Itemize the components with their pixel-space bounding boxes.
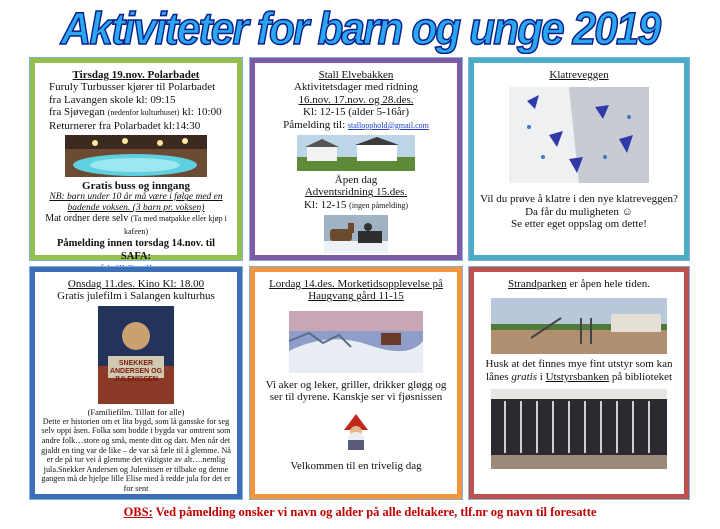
panel-climbing <box>468 57 690 261</box>
bus-line-3: fra Sjøvegan (nedenfor kulturhuset) kl: 10:00 <box>49 106 222 119</box>
advent-riding: Adventsridning 15.des. <box>304 186 408 199</box>
obs-notice: OBS: Ved påmelding onsker vi navn og alder på alle deltakere, tlf.nr og navn til foresatte <box>123 505 597 519</box>
free-bus-text: Gratis buss og inngang <box>82 180 190 193</box>
panel-strandparken <box>468 266 690 500</box>
stall-heading: Stall Elvebakken <box>318 69 394 81</box>
winter-farm-photo <box>289 311 423 373</box>
signup-deadline: Påmelding innen torsdag 14.nov. til SAFA: <box>56 238 216 262</box>
park-photo <box>491 298 667 354</box>
climbing-wall-photo <box>509 87 649 183</box>
polarbadet-heading: Tirsdag 19.nov. Polarbadet <box>72 69 200 81</box>
nb-note: NB: barn under 10 år må være i følge med en badende voksen. (3 barn pr. voksen) <box>49 192 223 213</box>
equipment-text: Husk at det finnes mye fint utstyr som kan lånes gratis i Utstyrsbanken på biblioteket <box>485 358 673 383</box>
card-stall <box>255 63 457 255</box>
bus-line-2: fra Lavangen skole kl: 09:15 <box>49 93 176 106</box>
card-haugvang <box>255 272 457 494</box>
card-polarbadet <box>35 63 237 262</box>
bus-line-1: Furuly Turbusser kjører til Polarbadet <box>49 81 216 94</box>
stall-signup: Påmelding til: stallopphold@gmail.com <box>283 118 429 131</box>
farm-photo <box>297 135 415 171</box>
bus-line-4: Returnerer fra Polarbadet kl:14:30 <box>49 119 201 132</box>
advent-time: Kl: 12-15 (ingen påmelding) <box>303 198 409 211</box>
movie-description: Dette er historien om et lita bygd, som lå gansske for seg selv oppi åsen. Folka som bodde i bygda var omtrent som andre folk…store og små, mente ditt og datt. Men når det gjaldt en ting var de like – de var så fæle til å glemme. Nå er de på tur vei å glemme det viktigste av alt….nemlig jula.Snekker Andersen og Julenissen er tilbake og denne gangen må de hjelpe lille Elise med å redde jula for det er for sent <box>41 416 231 493</box>
climbing-line-2: Da får du muligheten ☺ <box>525 205 633 218</box>
card-cinema <box>35 272 237 494</box>
family-note: (Familiefilm. Tillatt for alle) <box>87 406 185 417</box>
card-strandparken <box>474 272 684 494</box>
gnome-image <box>336 412 376 452</box>
horse-sleigh-photo <box>324 215 388 253</box>
climbing-line-3: Se etter eget oppslag om dette! <box>511 218 647 231</box>
welcome-text: Velkommen til en trivelig dag <box>290 459 422 472</box>
page-title: Aktiviteter for barn og unge 2019 <box>60 3 660 54</box>
pool-photo <box>65 135 207 177</box>
haugvang-description: Vi aker og leker, griller, drikker gløgg og ser til dyrene. Kanskje ser vi fjøsnissen <box>265 378 447 404</box>
movie-poster <box>98 306 174 404</box>
cinema-heading: Onsdag 11.des. Kino Kl: 18.00 <box>67 278 205 290</box>
panel-cinema <box>29 266 243 500</box>
open-day: Åpen dag <box>334 174 378 187</box>
food-note: Mat ordner dere selv (Ta med matpakke eller kjøp i kafeen) <box>45 213 227 236</box>
card-climbing <box>474 63 684 255</box>
climbing-line-1: Vil du prøve å klatre i den nye klatreveggen? <box>480 193 678 206</box>
stall-email-link[interactable]: stallopphold@gmail.com <box>347 120 429 130</box>
stall-dates: 16.nov. 17.nov. og 28.des. <box>298 93 414 106</box>
climbing-heading: Klatreveggen <box>549 69 609 81</box>
stall-time: Kl: 12-15 (alder 5-16år) <box>303 106 409 119</box>
haugvang-heading: Lordag 14.des. Morketidsopplevelse på Haugvang gård 11-15 <box>269 278 443 303</box>
poster-title: SNEKKER ANDERSEN OG JULENISSEN <box>109 359 163 383</box>
equipment-rack-photo <box>491 389 667 469</box>
cinema-line-1: Gratis julefilm i Salangen kulturhus <box>57 290 215 303</box>
panel-polarbadet <box>29 57 243 261</box>
stall-line-1: Aktivitetsdager med ridning <box>293 81 419 94</box>
panel-stall <box>249 57 463 261</box>
strandparken-heading: Strandparken er åpen hele tiden. <box>507 278 651 290</box>
panel-haugvang <box>249 266 463 500</box>
